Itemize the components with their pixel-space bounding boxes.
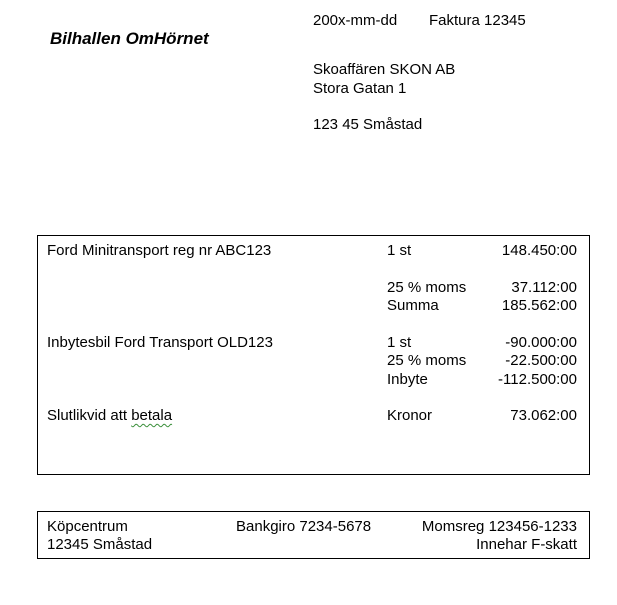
tradein-quantity: 1 st [387, 334, 412, 351]
invoice-number: Faktura 12345 [429, 12, 526, 29]
recipient-street: Stora Gatan 1 [313, 80, 407, 97]
final-label-text: Slutlikvid att [47, 407, 132, 424]
item-quantity: 1 st [387, 242, 412, 259]
item-vat-amount: 37.112:00 [511, 279, 577, 296]
tradein-vat-label: 25 % moms [387, 352, 467, 369]
item-sum-amount: 185.562:00 [501, 297, 577, 314]
tradein-total-label: Inbyte [387, 371, 428, 388]
item-sum-label: Summa [387, 297, 439, 314]
final-label [47, 407, 172, 425]
footer-location: Köpcentrum [47, 518, 128, 535]
recipient-name: Skoaffären SKON AB [313, 61, 456, 78]
invoice-date: 200x-mm-dd [313, 12, 398, 29]
footer-f-tax: Innehar F-skatt [476, 536, 577, 553]
item-description: Ford Minitransport reg nr ABC123 [47, 242, 272, 259]
footer-vat-reg: Momsreg 123456-1233 [421, 518, 577, 535]
footer-bankgiro: Bankgiro 7234-5678 [236, 518, 372, 535]
tradein-amount: -90.000:00 [505, 334, 577, 351]
company-name: Bilhallen OmHörnet [50, 29, 209, 48]
final-amount: 73.062:00 [510, 407, 577, 424]
item-amount: 148.450:00 [501, 242, 577, 259]
footer-postal: 12345 Småstad [47, 536, 153, 553]
tradein-description: Inbytesbil Ford Transport OLD123 [47, 334, 273, 351]
footer-box [37, 511, 590, 559]
recipient-postal: 123 45 Småstad [313, 116, 423, 133]
final-unit: Kronor [387, 407, 433, 424]
tradein-vat-amount: -22.500:00 [505, 352, 577, 369]
spellcheck-word: betala [131, 407, 173, 424]
invoice-lines-box [37, 235, 590, 475]
tradein-total-amount: -112.500:00 [498, 371, 577, 388]
item-vat-label: 25 % moms [387, 279, 467, 296]
